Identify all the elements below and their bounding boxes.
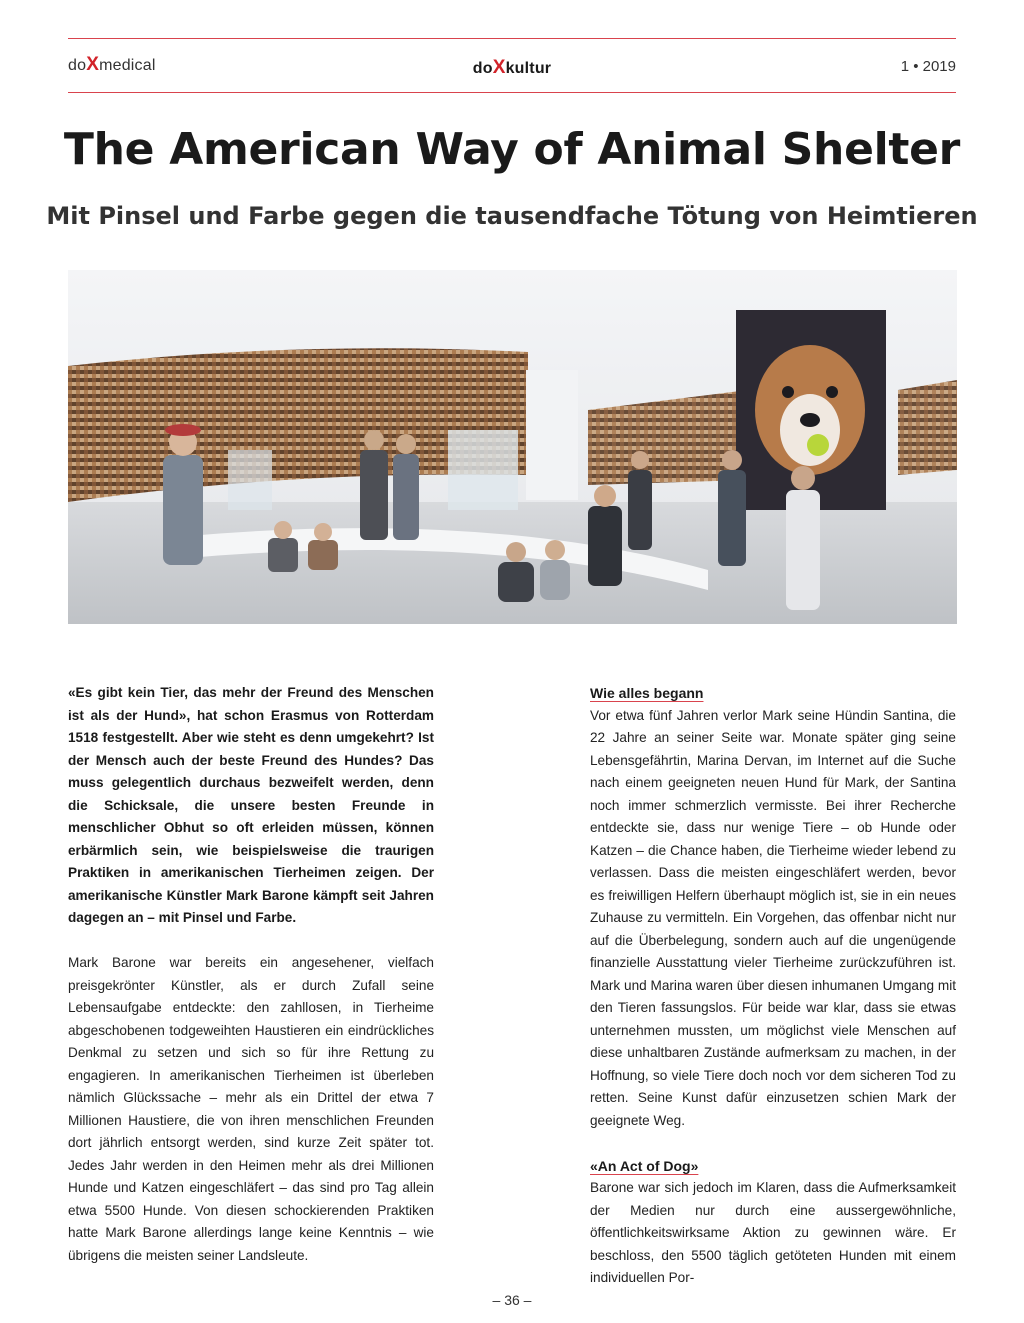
article-paragraph-2: Vor etwa fünf Jahren verlor Mark seine Hündin Santina, die 22 Jahre an seiner Seite war. Monate später ging seine Lebensgefährtin, Marina Dervan, im Internet auf die Suche nach einem geeigneten neuen Hund für Mark, der Santina noch immer schmerzlich vermisste. Bei ihrer Recherche entdeckte sie, dass nur wenige Tiere – ob Hunde oder Katzen – die Chance haben, die Tierheime wieder lebend zu verlassen. Dass die meisten eingeschläfert werden, bevor es freiwilligen Helfern überhaupt möglich ist, sie in ein neues Zuhause zu vermitteln. Ein Vorgehen, das offenbar nicht nur auf die Überbelegung, sondern auch auf die ungenügende finanzielle Ausstattung vieler Tierheime zurückzuführen ist. Mark und Marina waren über diesen inhumanen Umgang mit den Tieren fassungslos. Für beide war klar, dass sie etwas unternehmen mussten, um möglichst viele Menschen auf diese unhaltbaren Zustände aufmerksam zu machen, in der Hoffnung, so viele Tiere doch noch vor dem sicheren Tod zu retten. Seine Kunst dafür einzusetzen schien Mark der geeignete Weg. — [590, 707, 956, 1128]
doxkultur-logo: doXkultur — [472, 57, 552, 78]
gallery-photo — [68, 270, 957, 624]
article-paragraph-1: Mark Barone war bereits ein angesehener, vielfach preisgekrönter Künstler, als er durch Zufall seine Lebensaufgabe entdeckte: den zahllosen, in Tierheime abgeschobenen todgeweihten Haustieren ein eindrückliches Denkmal zu setzen und sich so für ihre Rettung zu engagieren. In amerikanischen Tierheimen ist überleben nämlich Glückssache – mehr als ein Drittel der etwa 7 Millionen Haustiere, die von ihren menschlichen Freunden dort jährlich entsorgt werden, sind kurze Zeit später tot. Jedes Jahr werden in den Heimen mehr als drei Millionen Hunde und Katzen eingeschläfert – das sind pro Tag allein etwa 5500 Hunde. Von diesen schockierenden Praktiken hatte Mark Barone allerdings lange keine Kenntnis – wie übrigens die meisten seiner Landsleute. — [68, 955, 434, 1263]
article-title: The American Way of Animal Shelter — [63, 124, 961, 175]
page-number: – 36 – — [492, 1292, 532, 1308]
header-bottom-rule — [68, 92, 956, 93]
issue-number: 1 • 2019 — [900, 58, 956, 75]
article-column-left — [68, 682, 434, 1267]
article-paragraph-3: Barone war sich jedoch im Klaren, dass die Aufmerksamkeit der Medien nur durch eine aussergewöhnliche, öffentlichkeitswirksame Aktion zu gewinnen wäre. Er beschloss, den 5500 täglich getöteten Hunden mit einem individuellen Por- — [590, 1180, 956, 1285]
header-top-rule — [68, 38, 956, 39]
article-lead: «Es gibt kein Tier, das mehr der Freund des Menschen ist als der Hund», hat schon Erasmus von Rotterdam 1518 festgestellt. Aber wie steht es denn umgekehrt? Ist der Mensch auch der beste Freund des Hundes? Das muss gelegentlich durchaus bezweifelt werden, denn die Schicksale, die unsere besten Freunde in menschlicher Obhut so oft erleiden müssen, können erbärmlich sein, wie beispielsweise die traurigen Praktiken in amerikanischen Tierheimen zeigen. Der amerikanische Künstler Mark Barone kämpft seit Jahren dagegen an – mit Pinsel und Farbe. — [68, 685, 434, 925]
section-heading-wie-alles-begann: Wie alles begann — [590, 685, 704, 701]
doxmedical-logo: doXmedical — [68, 54, 156, 75]
article-subtitle: Mit Pinsel und Farbe gegen die tausendfache Tötung von Heimtieren — [46, 202, 978, 230]
article-column-right — [590, 682, 956, 1290]
section-heading-an-act-of-dog: «An Act of Dog» — [590, 1157, 699, 1174]
